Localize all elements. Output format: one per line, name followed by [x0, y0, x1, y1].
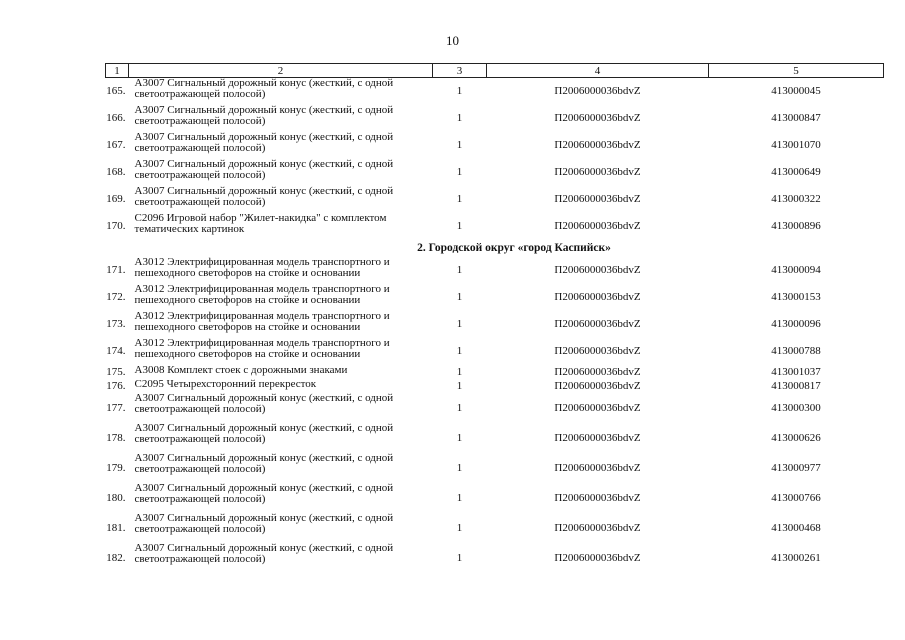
item-description: А3012 Электрифицированная модель транспортного и пешеходного светофоров на стойке и основании — [134, 336, 390, 360]
item-description: А3007 Сигнальный дорожный конус (жесткий, с одной светоотражающей полосой) — [134, 184, 394, 208]
inventory-number: 413000977 — [771, 461, 821, 474]
item-description: А3007 Сигнальный дорожный конус (жесткий, с одной светоотражающей полосой) — [134, 481, 394, 505]
row-number: 175. — [106, 365, 126, 378]
table-row — [106, 78, 884, 105]
row-number: 181. — [106, 521, 126, 534]
section-title: 2. Городской округ «город Каспийск» — [417, 241, 611, 254]
item-quantity: 1 — [456, 379, 463, 392]
table-body-bottom — [106, 257, 884, 573]
item-description: А3012 Электрифицированная модель транспортного и пешеходного светофоров на стойке и основании — [134, 309, 390, 333]
item-description: С2095 Четырехсторонний перекресток — [134, 377, 317, 390]
inventory-number: 413000817 — [771, 379, 821, 392]
item-description: А3007 Сигнальный дорожный конус (жесткий, с одной светоотражающей полосой) — [134, 130, 394, 154]
item-code: П2006000036bdvZ — [554, 431, 641, 444]
inventory-number: 413000094 — [771, 264, 821, 276]
item-code: П2006000036bdvZ — [554, 551, 641, 564]
row-number: 168. — [106, 166, 126, 178]
section-heading-row — [106, 240, 884, 257]
inventory-number: 413000096 — [771, 318, 821, 330]
column-header: 4 — [487, 64, 709, 78]
inventory-number: 413000649 — [771, 166, 821, 178]
table-body-top — [106, 78, 884, 240]
table-row — [106, 338, 884, 365]
item-code: П2006000036bdvZ — [554, 345, 641, 357]
row-number: 169. — [106, 193, 126, 205]
item-quantity: 1 — [456, 318, 463, 330]
item-quantity: 1 — [456, 461, 463, 474]
table-row — [106, 513, 884, 543]
item-quantity: 1 — [456, 291, 463, 303]
item-code: П2006000036bdvZ — [554, 461, 641, 474]
table-row — [106, 257, 884, 284]
table-row — [106, 159, 884, 186]
inventory-number: 413000153 — [771, 291, 821, 303]
row-number: 178. — [106, 431, 126, 444]
item-code: П2006000036bdvZ — [554, 491, 641, 504]
table-row — [106, 379, 884, 393]
row-number: 179. — [106, 461, 126, 474]
row-number: 180. — [106, 491, 126, 504]
item-description: А3007 Сигнальный дорожный конус (жесткий, с одной светоотражающей полосой) — [134, 421, 394, 445]
item-description: С2096 Игровой набор "Жилет-накидка" с комплектом тематических картинок — [134, 211, 387, 235]
item-description: А3008 Комплект стоек с дорожными знаками — [134, 363, 348, 376]
item-code: П2006000036bdvZ — [554, 365, 641, 378]
item-quantity: 1 — [456, 345, 463, 357]
column-header: 3 — [433, 64, 487, 78]
item-quantity: 1 — [456, 491, 463, 504]
item-code: П2006000036bdvZ — [554, 220, 641, 232]
item-code: П2006000036bdvZ — [554, 521, 641, 534]
table-row — [106, 311, 884, 338]
item-description: А3007 Сигнальный дорожный конус (жесткий, с одной светоотражающей полосой) — [134, 157, 394, 181]
inventory-number: 413000626 — [771, 431, 821, 444]
inventory-number: 413000045 — [771, 85, 821, 98]
inventory-number: 413000261 — [771, 551, 821, 564]
row-number: 176. — [106, 379, 126, 392]
item-code: П2006000036bdvZ — [554, 318, 641, 330]
table-row — [106, 284, 884, 311]
row-number: 182. — [106, 551, 126, 564]
item-code: П2006000036bdvZ — [554, 85, 641, 98]
item-description: А3012 Электрифицированная модель транспортного и пешеходного светофоров на стойке и основании — [134, 255, 390, 279]
table-row — [106, 365, 884, 379]
inventory-number: 413000847 — [771, 112, 821, 124]
item-code: П2006000036bdvZ — [554, 139, 641, 151]
row-number: 165. — [106, 85, 126, 98]
row-number: 170. — [106, 220, 126, 232]
table-row — [106, 393, 884, 423]
inventory-number: 413000322 — [771, 193, 821, 205]
item-code: П2006000036bdvZ — [554, 379, 641, 392]
item-quantity: 1 — [456, 264, 463, 276]
item-quantity: 1 — [456, 365, 463, 378]
row-number: 177. — [106, 401, 126, 414]
item-quantity: 1 — [456, 521, 463, 534]
item-code: П2006000036bdvZ — [554, 264, 641, 276]
item-description: А3007 Сигнальный дорожный конус (жесткий, с одной светоотражающей полосой) — [134, 391, 394, 415]
row-number: 167. — [106, 139, 126, 151]
item-quantity: 1 — [456, 431, 463, 444]
section-block — [106, 240, 884, 257]
inventory-number: 413000896 — [771, 220, 821, 232]
row-number: 171. — [106, 264, 126, 276]
item-description: А3012 Электрифицированная модель транспортного и пешеходного светофоров на стойке и основании — [134, 282, 390, 306]
item-quantity: 1 — [456, 220, 463, 232]
column-header: 5 — [709, 64, 884, 78]
item-quantity: 1 — [456, 139, 463, 151]
table-row — [106, 483, 884, 513]
inventory-number: 413000766 — [771, 491, 821, 504]
table-row — [106, 105, 884, 132]
inventory-number: 413001070 — [771, 139, 821, 151]
inventory-number: 413000788 — [771, 345, 821, 357]
column-header: 2 — [129, 64, 433, 78]
inventory-table — [105, 63, 884, 573]
item-description: А3007 Сигнальный дорожный конус (жесткий, с одной светоотражающей полосой) — [134, 541, 394, 565]
table-row — [106, 186, 884, 213]
item-quantity: 1 — [456, 112, 463, 124]
item-description: А3007 Сигнальный дорожный конус (жесткий, с одной светоотражающей полосой) — [134, 511, 394, 535]
page-number: 10 — [446, 33, 459, 48]
item-description: А3007 Сигнальный дорожный конус (жесткий, с одной светоотражающей полосой) — [134, 77, 394, 100]
inventory-number: 413000468 — [771, 521, 821, 534]
item-quantity: 1 — [456, 551, 463, 564]
item-quantity: 1 — [456, 401, 463, 414]
item-description: А3007 Сигнальный дорожный конус (жесткий, с одной светоотражающей полосой) — [134, 451, 394, 475]
item-quantity: 1 — [456, 85, 463, 98]
item-code: П2006000036bdvZ — [554, 112, 641, 124]
row-number: 173. — [106, 318, 126, 330]
item-code: П2006000036bdvZ — [554, 291, 641, 303]
table-header-row — [106, 64, 884, 78]
table-row — [106, 423, 884, 453]
item-description: А3007 Сигнальный дорожный конус (жесткий, с одной светоотражающей полосой) — [134, 103, 394, 127]
inventory-number: 413000300 — [771, 401, 821, 414]
row-number: 174. — [106, 345, 126, 357]
item-code: П2006000036bdvZ — [554, 401, 641, 414]
row-number: 172. — [106, 291, 126, 303]
table-row — [106, 453, 884, 483]
item-quantity: 1 — [456, 193, 463, 205]
table-row — [106, 132, 884, 159]
table-row — [106, 213, 884, 240]
table-row — [106, 543, 884, 573]
item-code: П2006000036bdvZ — [554, 193, 641, 205]
item-code: П2006000036bdvZ — [554, 166, 641, 178]
row-number: 166. — [106, 112, 126, 124]
column-header: 1 — [106, 64, 129, 78]
item-quantity: 1 — [456, 166, 463, 178]
inventory-number: 413001037 — [771, 365, 821, 378]
